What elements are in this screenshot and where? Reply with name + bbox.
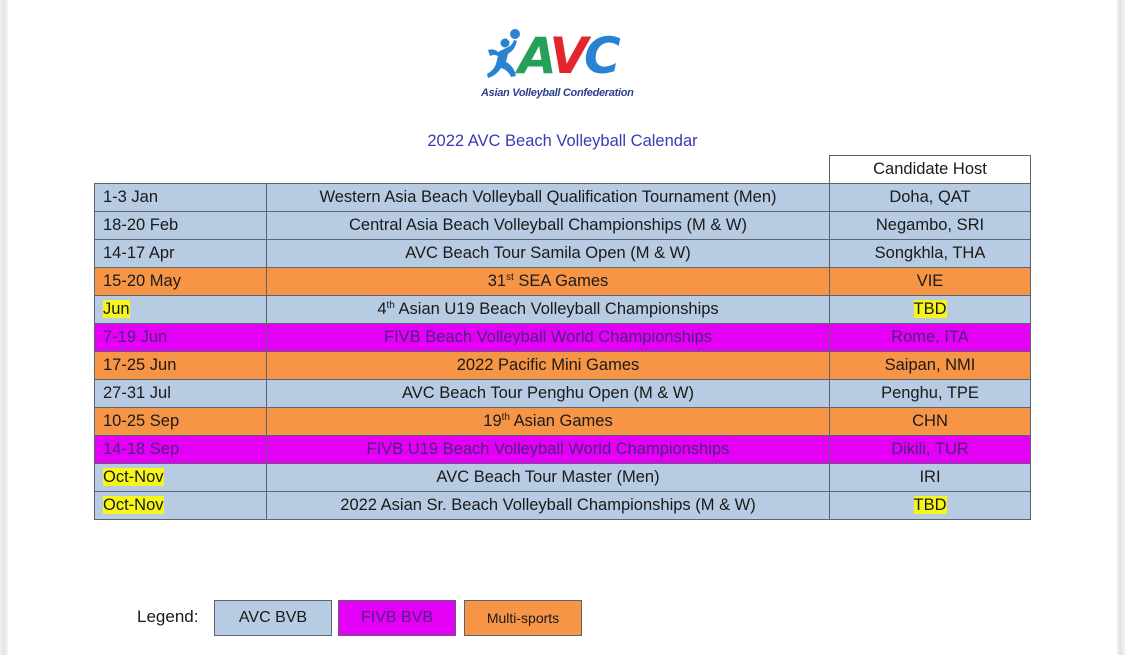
header-blank-event [267,156,830,184]
event-date-text: 18-20 Feb [103,216,179,234]
event-ordinal-number: 31 [487,272,507,290]
table-row [95,436,1031,464]
event-ordinal-number: 4 [377,300,387,318]
header-blank-date [95,156,267,184]
event-name: AVC Beach Tour Samila Open (M & W) [267,240,830,268]
table-row [95,380,1031,408]
event-date [95,268,267,296]
logo-letter-c: C [584,27,617,85]
event-date [95,352,267,380]
page-right-edge [1117,0,1125,655]
event-name-text: Asian U19 Beach Volleyball Championships [394,300,719,318]
event-name-text: Asian Games [509,412,613,430]
table-row [95,492,1031,520]
candidate-host [830,464,1031,492]
candidate-host-text: TBD [913,300,947,318]
candidate-host-text: Rome, ITA [891,328,969,346]
event-date-text: 17-25 Jun [103,356,177,374]
candidate-host-text: Penghu, TPE [881,384,979,402]
table-row [95,352,1031,380]
event-name: 2022 Pacific Mini Games [267,352,830,380]
table-row [95,296,1031,324]
table-row [95,240,1031,268]
candidate-host-text: Dikili, TUR [891,440,969,458]
header-candidate-host: Candidate Host [830,156,1031,184]
legend-fivb-bvb: FIVB BVB [338,600,456,636]
event-name [267,408,830,436]
event-date-text: Oct-Nov [103,496,164,514]
candidate-host-text: Doha, QAT [889,188,971,206]
candidate-host [830,296,1031,324]
candidate-host [830,352,1031,380]
event-date-text: 27-31 Jul [103,384,171,402]
event-name [267,296,830,324]
candidate-host-text: TBD [913,496,947,514]
legend-avc-bvb: AVC BVB [214,600,332,636]
event-ordinal-suffix: th [501,412,510,423]
event-name: FIVB Beach Volleyball World Championships [267,324,830,352]
event-name: AVC Beach Tour Penghu Open (M & W) [267,380,830,408]
event-name: 2022 Asian Sr. Beach Volleyball Championships (M & W) [267,492,830,520]
event-name: FIVB U19 Beach Volleyball World Championships [267,436,830,464]
logo-subtitle: Asian Volleyball Confederation [481,87,634,99]
event-date [95,436,267,464]
table-row [95,464,1031,492]
event-date-text: 7-19 Jun [103,328,168,346]
event-date [95,296,267,324]
candidate-host [830,380,1031,408]
event-date-text: 1-3 Jan [103,188,159,206]
candidate-host-text: IRI [919,468,941,486]
event-date [95,240,267,268]
table-header-row [95,156,1031,184]
candidate-host [830,436,1031,464]
event-date-text: 14-17 Apr [103,244,175,262]
candidate-host [830,212,1031,240]
event-date [95,380,267,408]
logo-letter-v: V [549,27,585,85]
table-row [95,408,1031,436]
event-ordinal-number: 19 [483,412,502,430]
candidate-host-text: Negambo, SRI [875,216,985,234]
event-date [95,464,267,492]
event-name: Western Asia Beach Volleyball Qualification Tournament (Men) [267,184,830,212]
table-row [95,268,1031,296]
event-name [267,268,830,296]
event-date [95,324,267,352]
table-row [95,184,1031,212]
legend-multi-sports: Multi-sports [464,600,582,636]
candidate-host [830,408,1031,436]
event-name-text: SEA Games [513,272,609,290]
candidate-host-text: VIE [916,272,944,290]
event-date [95,184,267,212]
page-title: 2022 AVC Beach Volleyball Calendar [427,132,698,150]
candidate-host-text: Saipan, NMI [884,356,976,374]
table-row [95,212,1031,240]
event-date [95,492,267,520]
candidate-host [830,324,1031,352]
table-row [95,324,1031,352]
candidate-host-text: CHN [912,412,948,430]
candidate-host-text: Songkhla, THA [874,244,986,262]
event-date-text: Jun [103,300,130,318]
event-name: AVC Beach Tour Master (Men) [267,464,830,492]
event-ordinal-suffix: th [386,300,395,311]
candidate-host [830,184,1031,212]
logo-letter-a: A [518,27,550,85]
event-date [95,408,267,436]
candidate-host [830,268,1031,296]
logo-letters [518,27,617,85]
page-left-edge [0,0,8,655]
event-date-text: 14-18 Sep [103,440,180,458]
event-date-text: 15-20 May [103,272,181,290]
event-date-text: 10-25 Sep [103,412,180,430]
candidate-host [830,492,1031,520]
event-date [95,212,267,240]
legend-label: Legend: [137,607,199,626]
calendar-table [94,155,1031,520]
avc-logo [476,24,656,104]
event-ordinal-suffix: st [506,272,514,283]
candidate-host [830,240,1031,268]
event-name: Central Asia Beach Volleyball Championships (M & W) [267,212,830,240]
event-date-text: Oct-Nov [103,468,164,486]
